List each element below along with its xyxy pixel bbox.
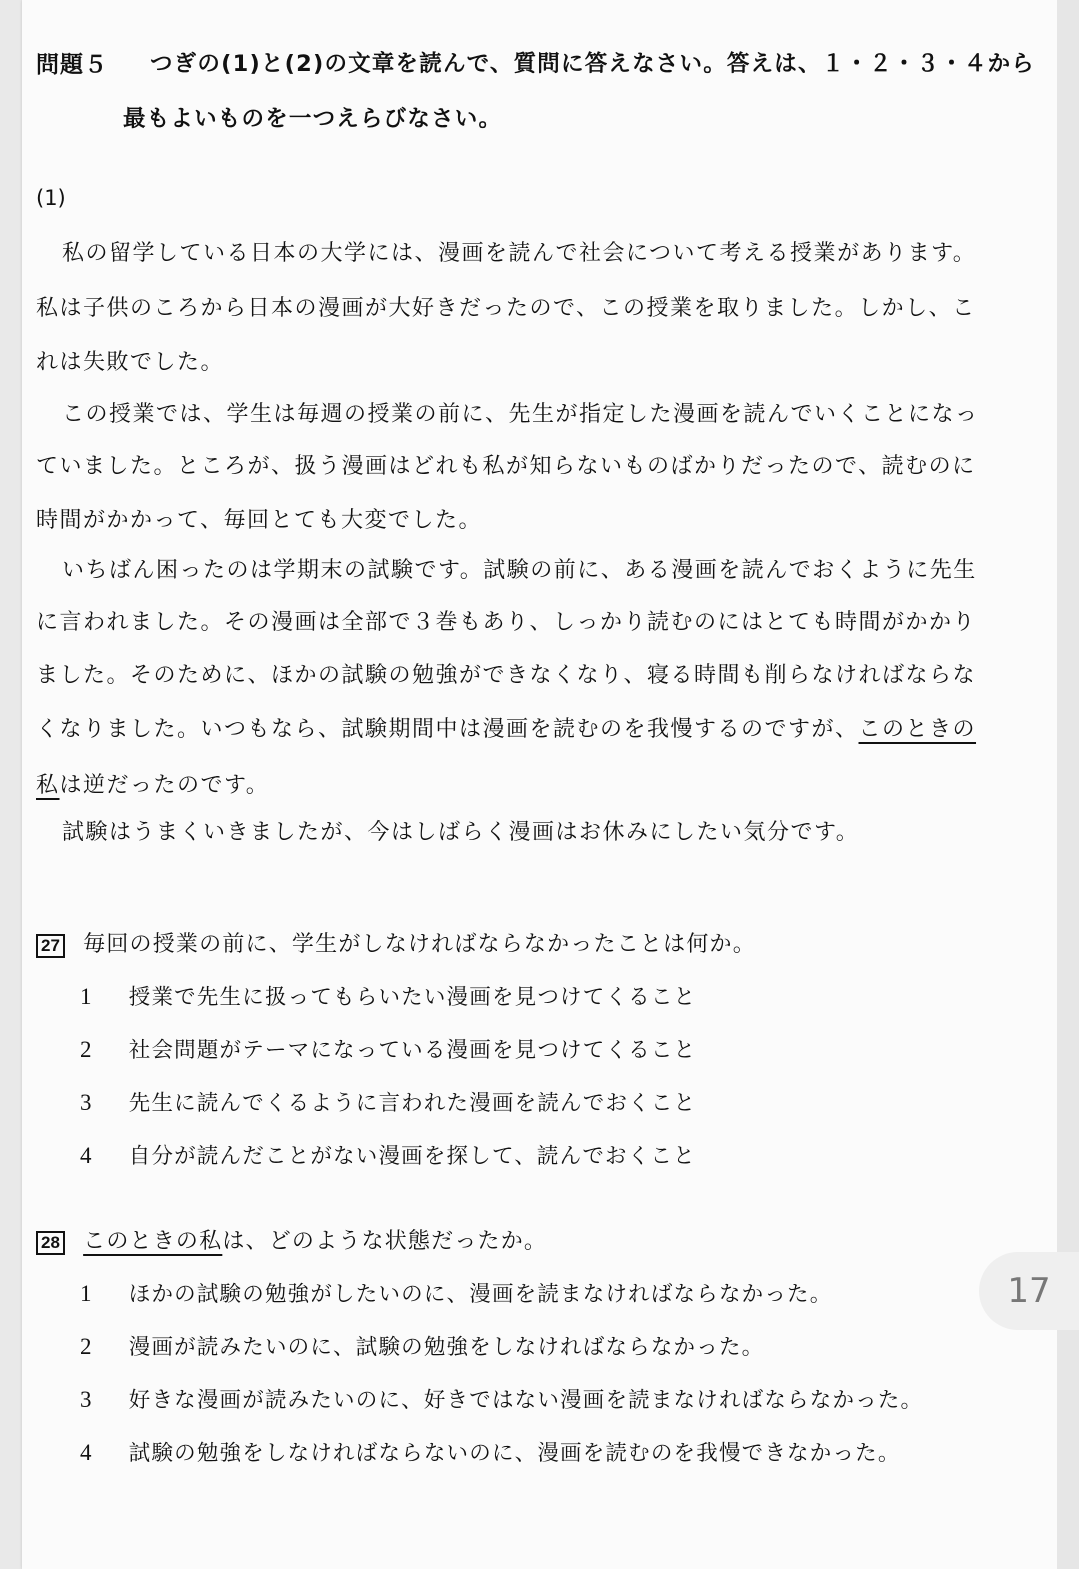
- option-number: 2: [80, 1037, 93, 1062]
- passage-line: 私は子供のころから日本の漫画が大好きだったので、この授業を取りました。しかし、こ: [36, 296, 976, 321]
- passage-line: この授業では、学生は毎週の授業の前に、先生が指定した漫画を読んでいくことになっ: [62, 402, 979, 427]
- passage-text: は逆だったのです。: [59, 773, 270, 798]
- option-text: 好きな漫画が読みたいのに、好きではない漫画を読まなければならなかった。: [128, 1388, 924, 1413]
- passage-line: に言われました。その漫画は全部で３巻もあり、しっかり読むのにはとても時間がかかり: [36, 610, 977, 635]
- problem-title: 問題５: [36, 52, 108, 78]
- underlined-phrase: 私: [36, 773, 60, 798]
- option-item[interactable]: [80, 1086, 696, 1117]
- option-number: 4: [80, 1143, 93, 1168]
- question-28: [36, 1224, 547, 1255]
- option-text: 社会問題がテーマになっている漫画を見つけてくること: [128, 1038, 697, 1063]
- option-item[interactable]: [80, 1330, 764, 1361]
- question-prompt: 毎回の授業の前に、学生がしなければならなかったことは何か。: [83, 932, 756, 957]
- passage-line: [36, 768, 269, 799]
- option-item[interactable]: [80, 1383, 923, 1414]
- option-item[interactable]: [80, 1436, 901, 1467]
- option-item[interactable]: [80, 1139, 696, 1170]
- option-item[interactable]: [80, 1033, 696, 1064]
- passage-text: くなりました。いつもなら、試験期間中は漫画を読むのを我慢するのですが、: [36, 717, 859, 742]
- option-number: 1: [80, 984, 93, 1009]
- option-item[interactable]: [80, 1277, 832, 1308]
- instruction-line-1: つぎの(1)と(2)の文章を読んで、質問に答えなさい。答えは、１・２・３・４から: [150, 51, 1035, 77]
- passage-line: 時間がかかって、毎回とても大変でした。: [36, 508, 483, 533]
- page-number-badge: 17: [979, 1252, 1079, 1330]
- section-label: (1): [36, 186, 66, 210]
- scroll-track[interactable]: [1057, 0, 1079, 1569]
- option-text: 授業で先生に扱ってもらいたい漫画を見つけてくること: [128, 985, 697, 1010]
- option-text: ほかの試験の勉強がしたいのに、漫画を読まなければならなかった。: [128, 1282, 833, 1307]
- instruction-line-2: 最もよいものを一つえらびなさい。: [123, 106, 503, 132]
- option-number: 3: [80, 1387, 93, 1412]
- passage-line: れは失敗でした。: [36, 350, 225, 375]
- option-number: 4: [80, 1440, 93, 1465]
- passage-line: 試験はうまくいきましたが、今はしばらく漫画はお休みにしたい気分です。: [62, 820, 860, 845]
- option-item[interactable]: [80, 980, 696, 1011]
- underlined-phrase: このときの: [858, 717, 977, 742]
- option-number: 3: [80, 1090, 93, 1115]
- passage-line: [36, 712, 976, 743]
- option-number: 2: [80, 1334, 93, 1359]
- passage-line: ていました。ところが、扱う漫画はどれも私が知らないものばかりだったので、読むのに: [36, 454, 976, 479]
- question-number-box: 27: [36, 934, 65, 958]
- exam-page: [22, 0, 1057, 1569]
- passage-line: 私の留学している日本の大学には、漫画を読んで社会について考える授業があります。: [62, 241, 977, 266]
- option-text: 漫画が読みたいのに、試験の勉強をしなければならなかった。: [128, 1335, 765, 1360]
- question-prompt: は、どのような状態だったか。: [222, 1229, 548, 1254]
- passage-line: ました。そのために、ほかの試験の勉強ができなくなり、寝る時間も削らなければならな: [36, 663, 977, 688]
- option-text: 試験の勉強をしなければならないのに、漫画を読むのを我慢できなかった。: [128, 1441, 901, 1466]
- option-text: 自分が読んだことがない漫画を探して、読んでおくこと: [128, 1144, 696, 1169]
- underlined-phrase: このときの私: [83, 1229, 223, 1254]
- question-27: [36, 927, 756, 958]
- option-text: 先生に読んでくるように言われた漫画を読んでおくこと: [128, 1091, 697, 1116]
- passage-line: いちばん困ったのは学期末の試験です。試験の前に、ある漫画を読んでおくように先生: [62, 558, 977, 583]
- option-number: 1: [80, 1281, 93, 1306]
- question-number-box: 28: [36, 1231, 65, 1255]
